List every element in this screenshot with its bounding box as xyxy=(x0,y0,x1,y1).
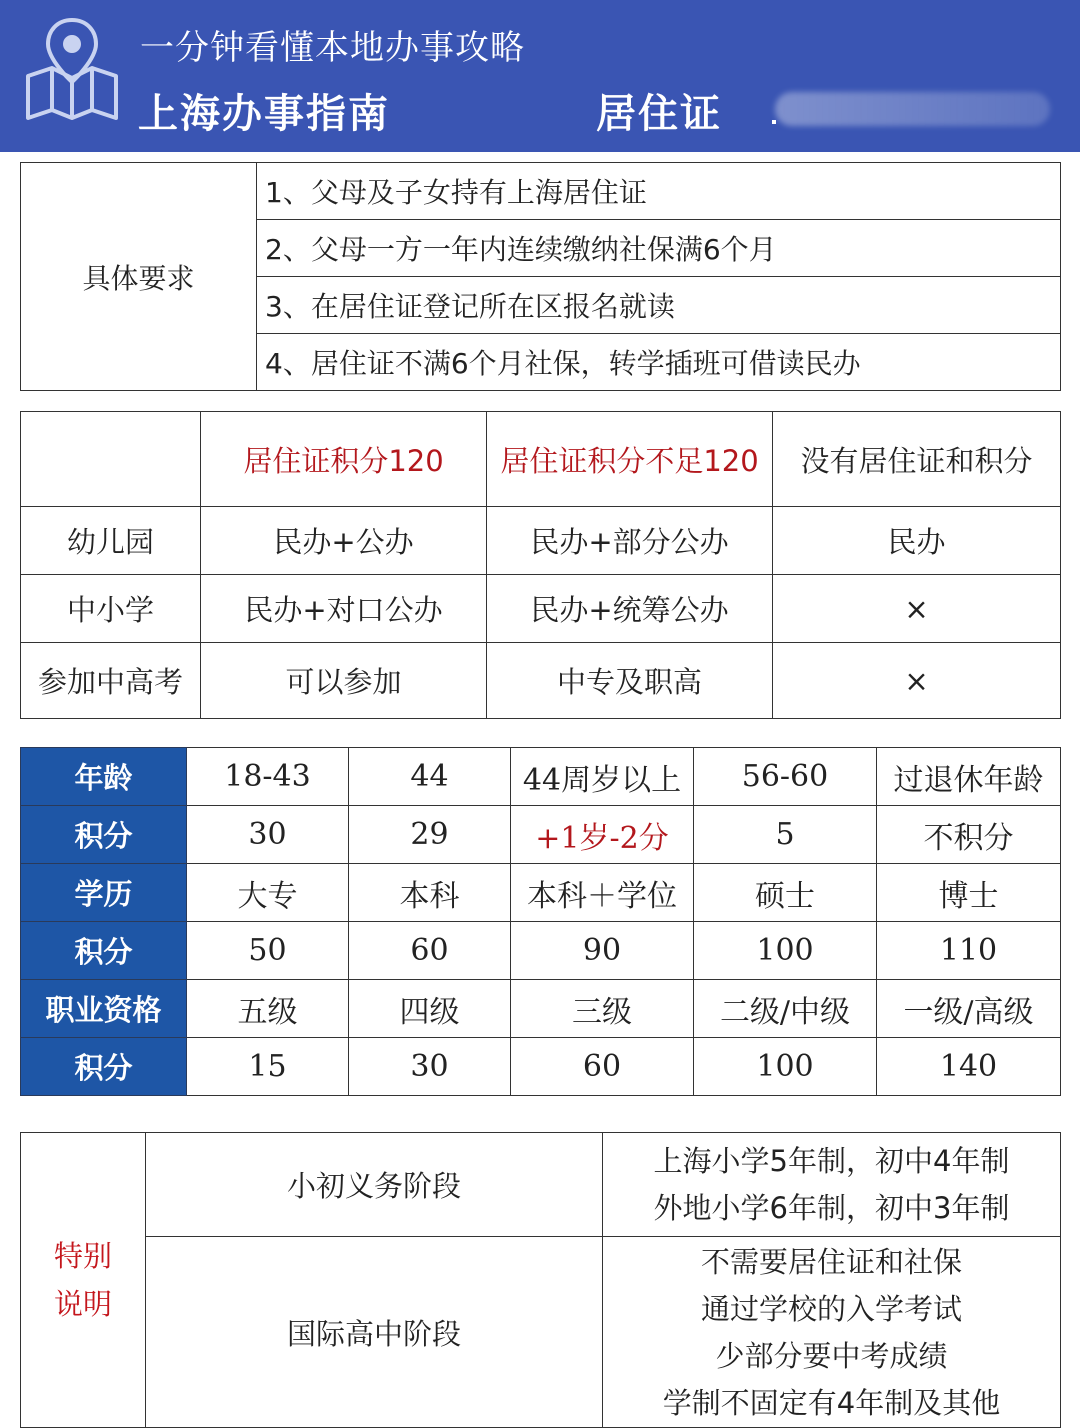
points-row xyxy=(21,1038,1061,1096)
points-cell: 18-43 xyxy=(187,748,349,806)
points-cell: +1岁-2分 xyxy=(511,806,694,864)
eligibility-corner xyxy=(21,412,201,507)
points-row xyxy=(21,806,1061,864)
special-notes-label xyxy=(21,1133,146,1428)
requirement-item: 3、在居住证登记所在区报名就读 xyxy=(257,277,1061,334)
points-cell: 44 xyxy=(349,748,511,806)
points-cell: 五级 xyxy=(187,980,349,1038)
eligibility-row-label: 中小学 xyxy=(21,575,201,643)
note-detail-line: 不需要居住证和社保 xyxy=(700,1245,962,1279)
requirement-item: 2、父母一方一年内连续缴纳社保满6个月 xyxy=(257,220,1061,277)
points-cell: 100 xyxy=(694,922,877,980)
points-cell: 硕士 xyxy=(694,864,877,922)
points-row xyxy=(21,980,1061,1038)
points-cell: 100 xyxy=(694,1038,877,1096)
note-detail xyxy=(603,1237,1061,1428)
points-cell: 博士 xyxy=(877,864,1061,922)
points-cell: 一级/高级 xyxy=(877,980,1061,1038)
note-stage: 小初义务阶段 xyxy=(146,1133,603,1237)
note-detail-line: 上海小学5年制，初中4年制 xyxy=(653,1143,1010,1178)
eligibility-cell: 民办+公办 xyxy=(201,507,487,575)
points-row-label: 积分 xyxy=(21,806,187,864)
points-cell: 30 xyxy=(349,1038,511,1096)
note-detail-line: 外地小学6年制，初中3年制 xyxy=(653,1190,1010,1225)
special-notes-label-line: 特别 xyxy=(53,1239,112,1273)
header-subtitle: 一分钟看懂本地办事攻略 xyxy=(140,28,525,68)
header-title: 上海办事指南 xyxy=(138,91,390,137)
points-table xyxy=(20,747,1061,1096)
note-detail-line: 通过学校的入学考试 xyxy=(700,1292,962,1326)
points-cell: 110 xyxy=(877,922,1061,980)
redaction-dot xyxy=(772,120,776,124)
points-cell: 15 xyxy=(187,1038,349,1096)
blurred-watermark xyxy=(775,92,1050,126)
points-cell: 60 xyxy=(511,1038,694,1096)
points-cell: 5 xyxy=(694,806,877,864)
points-cell: 本科 xyxy=(349,864,511,922)
points-cell: 过退休年龄 xyxy=(877,748,1061,806)
points-cell: 140 xyxy=(877,1038,1061,1096)
eligibility-table xyxy=(20,411,1061,719)
header-banner xyxy=(0,0,1080,152)
eligibility-row-label: 幼儿园 xyxy=(21,507,201,575)
map-pin-icon xyxy=(22,14,122,124)
note-detail-line: 学制不固定有4年制及其他 xyxy=(662,1386,1001,1420)
note-detail-line: 少部分要中考成绩 xyxy=(715,1339,948,1373)
eligibility-header: 没有居住证和积分 xyxy=(773,412,1061,507)
points-row xyxy=(21,864,1061,922)
points-cell: 90 xyxy=(511,922,694,980)
eligibility-cell: 民办 xyxy=(773,507,1061,575)
points-cell: 30 xyxy=(187,806,349,864)
eligibility-cell: × xyxy=(773,643,1061,719)
points-cell: 50 xyxy=(187,922,349,980)
points-cell: 本科＋学位 xyxy=(511,864,694,922)
points-row xyxy=(21,922,1061,980)
eligibility-cell: 民办+对口公办 xyxy=(201,575,487,643)
points-cell: 不积分 xyxy=(877,806,1061,864)
note-stage: 国际高中阶段 xyxy=(146,1237,603,1428)
points-row-label: 年龄 xyxy=(21,748,187,806)
requirement-item: 1、父母及子女持有上海居住证 xyxy=(257,163,1061,220)
points-cell: 大专 xyxy=(187,864,349,922)
eligibility-cell: 民办+统筹公办 xyxy=(487,575,773,643)
points-row-label: 学历 xyxy=(21,864,187,922)
points-cell: 四级 xyxy=(349,980,511,1038)
points-row-label: 积分 xyxy=(21,1038,187,1096)
eligibility-cell: × xyxy=(773,575,1061,643)
requirement-item: 4、居住证不满6个月社保，转学插班可借读民办 xyxy=(257,334,1061,391)
requirements-table xyxy=(20,162,1061,391)
points-cell: 44周岁以上 xyxy=(511,748,694,806)
eligibility-cell: 中专及职高 xyxy=(487,643,773,719)
note-detail xyxy=(603,1133,1061,1237)
header-topic: 居住证 xyxy=(596,91,722,137)
points-cell: 29 xyxy=(349,806,511,864)
points-row-label: 积分 xyxy=(21,922,187,980)
requirements-label: 具体要求 xyxy=(21,163,257,391)
eligibility-row-label: 参加中高考 xyxy=(21,643,201,719)
points-cell: 二级/中级 xyxy=(694,980,877,1038)
eligibility-header: 居住证积分120 xyxy=(201,412,487,507)
points-cell: 56-60 xyxy=(694,748,877,806)
special-notes-label-line: 说明 xyxy=(53,1287,112,1321)
special-notes-table xyxy=(20,1132,1061,1428)
points-cell: 60 xyxy=(349,922,511,980)
points-row xyxy=(21,748,1061,806)
eligibility-cell: 可以参加 xyxy=(201,643,487,719)
eligibility-cell: 民办+部分公办 xyxy=(487,507,773,575)
points-cell: 三级 xyxy=(511,980,694,1038)
eligibility-header: 居住证积分不足120 xyxy=(487,412,773,507)
points-row-label: 职业资格 xyxy=(21,980,187,1038)
